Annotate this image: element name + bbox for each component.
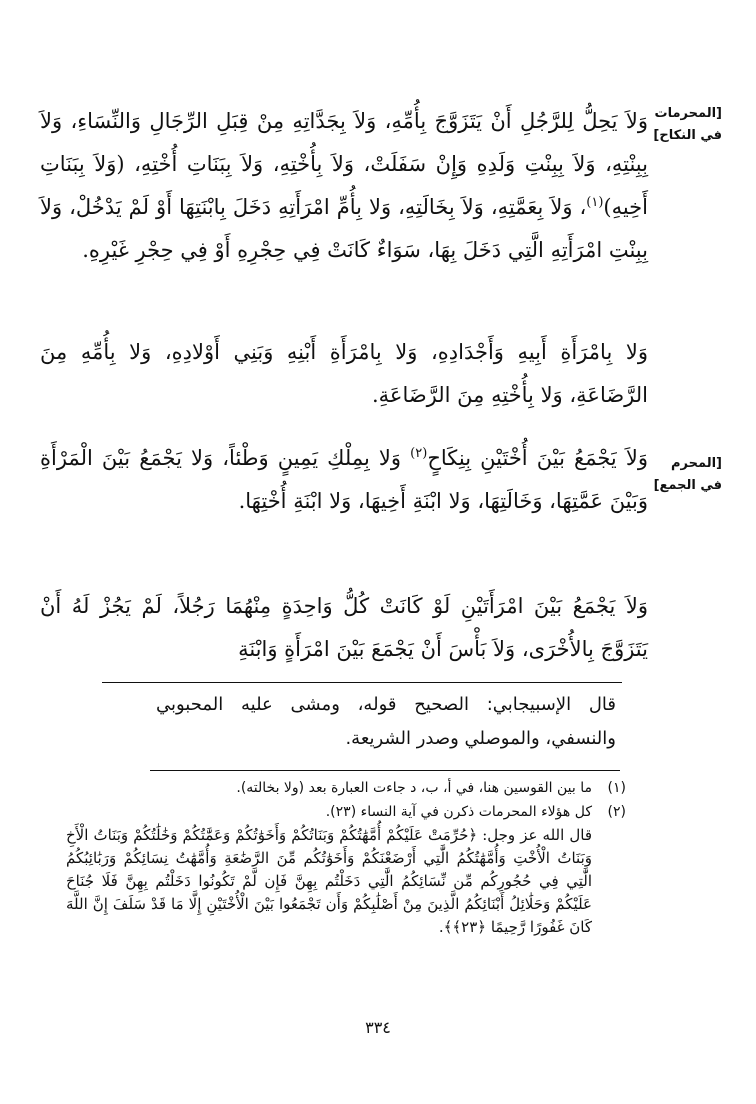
- footnote-2: [66, 800, 626, 824]
- page-number: ٣٣٤: [365, 1018, 391, 1037]
- footnote-1-number: (١): [607, 780, 626, 796]
- margin-note-prohibited-marriages: [المحرمات في النكاح]: [653, 106, 722, 143]
- footnote-2-text: كل هؤلاء المحرمات ذكرن في آية النساء (٢٣).: [325, 804, 592, 820]
- footnote-ref-2: (٢): [410, 446, 428, 461]
- commentary-text: قال الإسبيجابي: الصحيح قوله، ومشى عليه المحبوبي والنسفي، والموصلي وصدر الشريعة.: [156, 694, 616, 749]
- paragraph-3-text-a: وَلاَ يَجْمَعُ بَيْنَ أُخْتَيْنِ بِنِكَاحٍ: [427, 446, 648, 470]
- paragraph-4: وَلاَ يَجْمَعُ بَيْنَ امْرَأَتَيْنِ لَوْ كَانَتْ كُلُّ وَاحِدَةٍ مِنْهُمَا رَجُلاً، لَمْ يَجُزْ لَهُ أَنْ يَتَزَوَّجَ بِالأُخْرَى، وَلاَ بَأْسَ أَنْ يَجْمَعَ بَيْنَ امْرَأَةٍ وَابْنَةِ: [40, 594, 648, 661]
- paragraph-3-text-b: وَلا بِمِلْكِ يَمِينٍ وَطْئاً، وَلا يَجْمَعُ بَيْنَ الْمَرْأَةِ وَبَيْنَ عَمَّتِهَا، وَخَالَتِهَا، وَلا ابْنَةِ أَخِيهَا، وَلا ابْنَةِ أُخْتِهَا.: [40, 446, 648, 513]
- footnote-2-number: (٢): [607, 804, 626, 820]
- footnote-divider: [150, 770, 620, 771]
- paragraph-1-text: وَلاَ يَحِلُّ لِلرَّجُلِ أَنْ يَتَزَوَّجَ بِأُمِّهِ، وَلاَ بِجَدَّاتِهِ مِنْ قِبَلِ الرِّجَالِ وَالنِّسَاءِ، وَلاَ بِبِنْتِهِ، وَلاَ بِبِنْتِ وَلَدِهِ وَإِنْ سَفَلَتْ، وَلاَ بِأُخْتِهِ، وَلاَ بِبَنَاتِ أُخْتِهِ، (وَلاَ بِبَنَاتِ أَخِيهِ): [40, 109, 648, 219]
- footnote-1-text: ما بين القوسين هنا، في أ، ب، د جاءت العبارة بعد (ولا بخالته).: [236, 780, 592, 796]
- footnote-quran-quote: قال الله عز وجل: ﴿حُرِّمَتْ عَلَيْكُمْ أُمَّهَٰتُكُمْ وَبَنَاتُكُمْ وَأَخَوَٰتُكُمْ وَعَمَّٰتُكُمْ وَخَٰلَٰتُكُمْ وَبَنَاتُ الْأَخِ وَبَنَاتُ الْأُخْتِ وَأُمَّهَٰتُكُمُ الَّٰتِي أَرْضَعْنَكُمْ وَأَخَوَٰتُكُم مِّنَ الرَّضَٰعَةِ وَأُمَّهَٰتُ نِسَائِكُمْ وَرَبَٰائِبُكُمُ الَّٰتِي فِي حُجُورِكُم مِّن نِّسَائِكُمُ الَّٰتِي دَخَلْتُم بِهِنَّ فَإِن لَّمْ تَكُونُوا دَخَلْتُم بِهِنَّ فَلَا جُنَاحَ عَلَيْكُمْ وَحَلَٰائِلُ أَبْنَائِكُمُ الَّذِينَ مِنْ أَصْلَٰبِكُمْ وَأَن تَجْمَعُوا بَيْنَ الْأُخْتَيْنِ إِلَّا مَا قَدْ سَلَفَ إِنَّ اللَّهَ كَانَ غَفُورًا رَّحِيمًا ﴿٢٣﴾﴾.: [66, 826, 592, 936]
- footnote-1: [66, 776, 626, 800]
- paragraph-1: [40, 100, 648, 272]
- footnote-ref-1: (١): [586, 195, 604, 210]
- margin-note-prohibited-combination: [المحرم في الجمع]: [653, 456, 722, 493]
- paragraph-1-continuation: ، وَلاَ بِعَمَّتِهِ، وَلاَ بِخَالَتِهِ، وَلا بِأُمِّ امْرَأَتِهِ دَخَلَ بِابْنَتِهَا أَوْ لَمْ يَدْخُلْ، وَلاَ بِبِنْتِ امْرَأَتِهِ الَّتِي دَخَلَ بِهَا، سَوَاءٌ كَانَتْ فِي حِجْرِهِ أَوْ فِي حِجْرِ غَيْرِهِ.: [40, 195, 648, 262]
- paragraph-2: وَلا بِامْرَأَةِ أَبِيهِ وَأَجْدَادِهِ، وَلا بِامْرَأَةِ أَبْنِهِ وَبَنِي أَوْلادِهِ، وَلا بِأُمِّهِ مِنَ الرَّضَاعَةِ، وَلا بِأُخْتِهِ مِنَ الرَّضَاعَةِ.: [40, 340, 648, 407]
- commentary-divider: [102, 682, 622, 683]
- footnotes: [66, 776, 626, 939]
- paragraph-3: [40, 437, 648, 523]
